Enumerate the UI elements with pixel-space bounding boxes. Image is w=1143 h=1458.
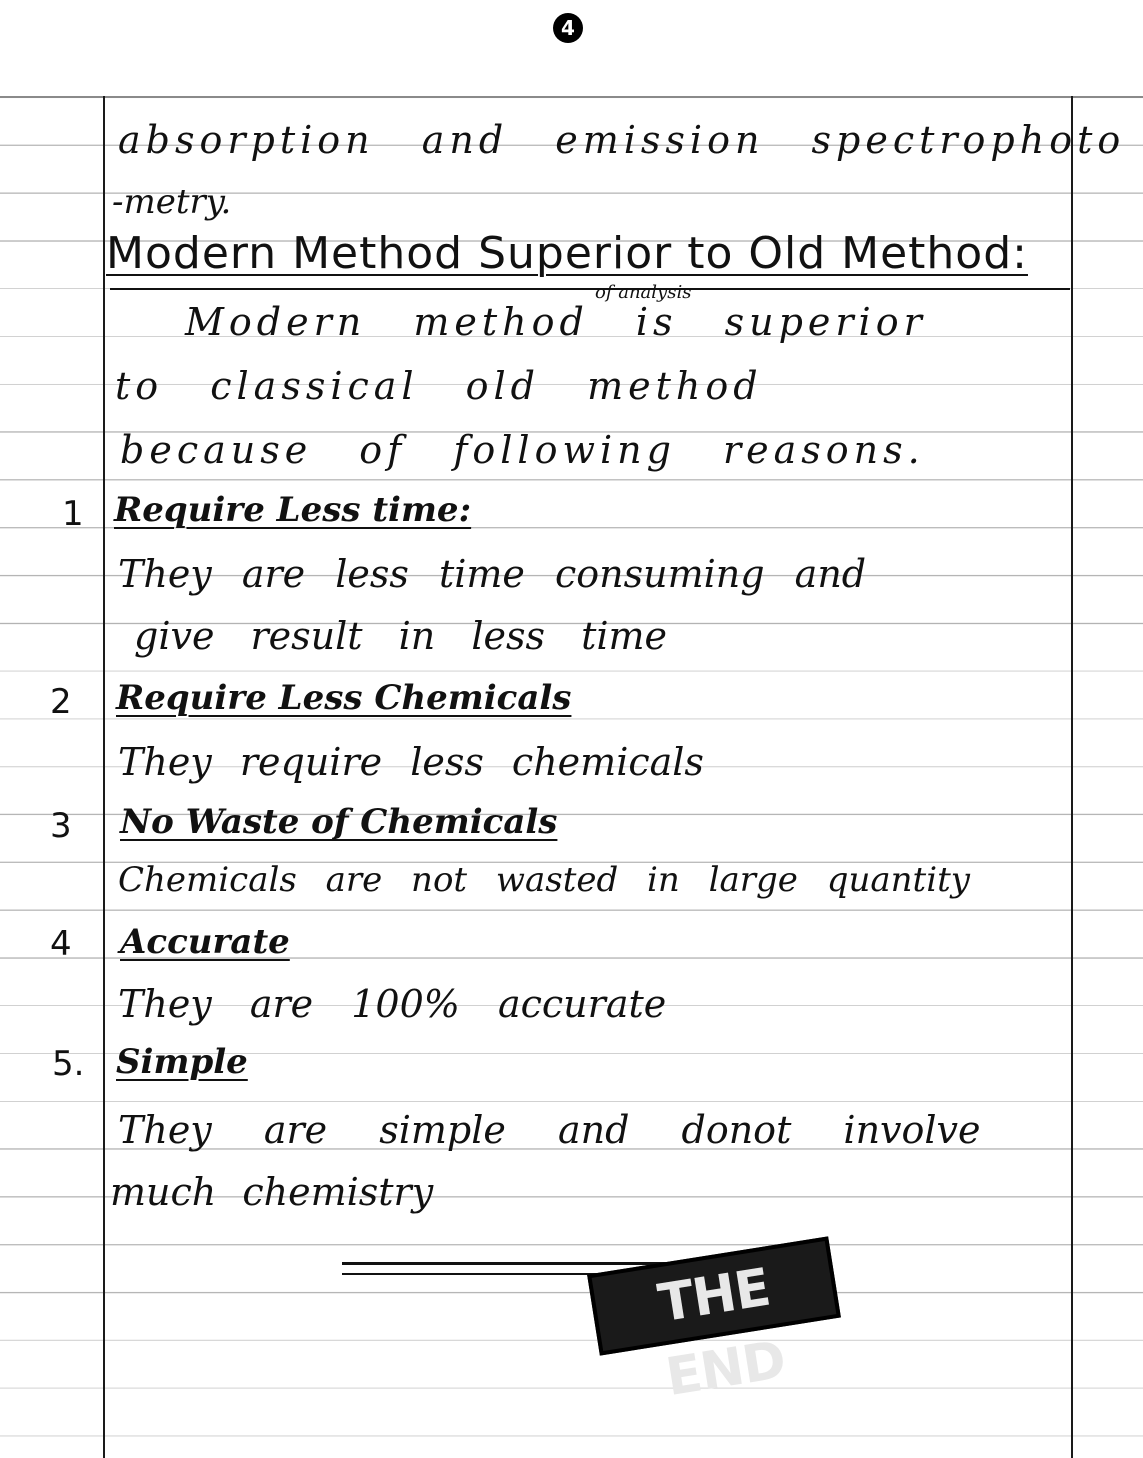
point-title: Accurate: [120, 922, 290, 962]
top-rule: [0, 96, 1143, 98]
page-number: 4: [553, 13, 583, 43]
text-line: absorption and emission spectrophoto: [118, 118, 1126, 162]
right-margin-line: [1071, 96, 1073, 1458]
text-line: -metry.: [112, 182, 232, 222]
section-heading: Modern Method Superior to Old Method:: [106, 228, 1028, 279]
heading-rule: [110, 288, 1070, 290]
point-title: Simple: [116, 1042, 248, 1082]
point-text: They are less time consuming and: [118, 552, 867, 596]
point-text: They require less chemicals: [118, 740, 704, 784]
point-number: 3: [50, 806, 72, 846]
left-margin-line: [103, 96, 105, 1458]
point-text: They are 100% accurate: [118, 982, 667, 1026]
stamp-text: THE END: [654, 1257, 790, 1409]
point-number: 2: [50, 682, 72, 722]
point-title: No Waste of Chemicals: [120, 802, 558, 842]
point-title: Require Less Chemicals: [116, 678, 572, 718]
insertion-note: of analysis: [595, 282, 692, 303]
point-number: 5.: [52, 1044, 85, 1084]
point-number: 1: [62, 494, 84, 534]
point-number: 4: [50, 924, 72, 964]
text-line: Modern method is superior: [185, 300, 927, 344]
point-text: Chemicals are not wasted in large quantity: [118, 860, 970, 900]
the-end-stamp: [587, 1236, 841, 1409]
point-text: much chemistry: [110, 1170, 434, 1214]
text-line: because of following reasons.: [120, 428, 925, 472]
point-text: give result in less time: [134, 614, 668, 658]
text-line: to classical old method: [115, 364, 763, 408]
point-title: Require Less time:: [114, 490, 472, 530]
point-text: They are simple and donot involve: [118, 1108, 981, 1152]
